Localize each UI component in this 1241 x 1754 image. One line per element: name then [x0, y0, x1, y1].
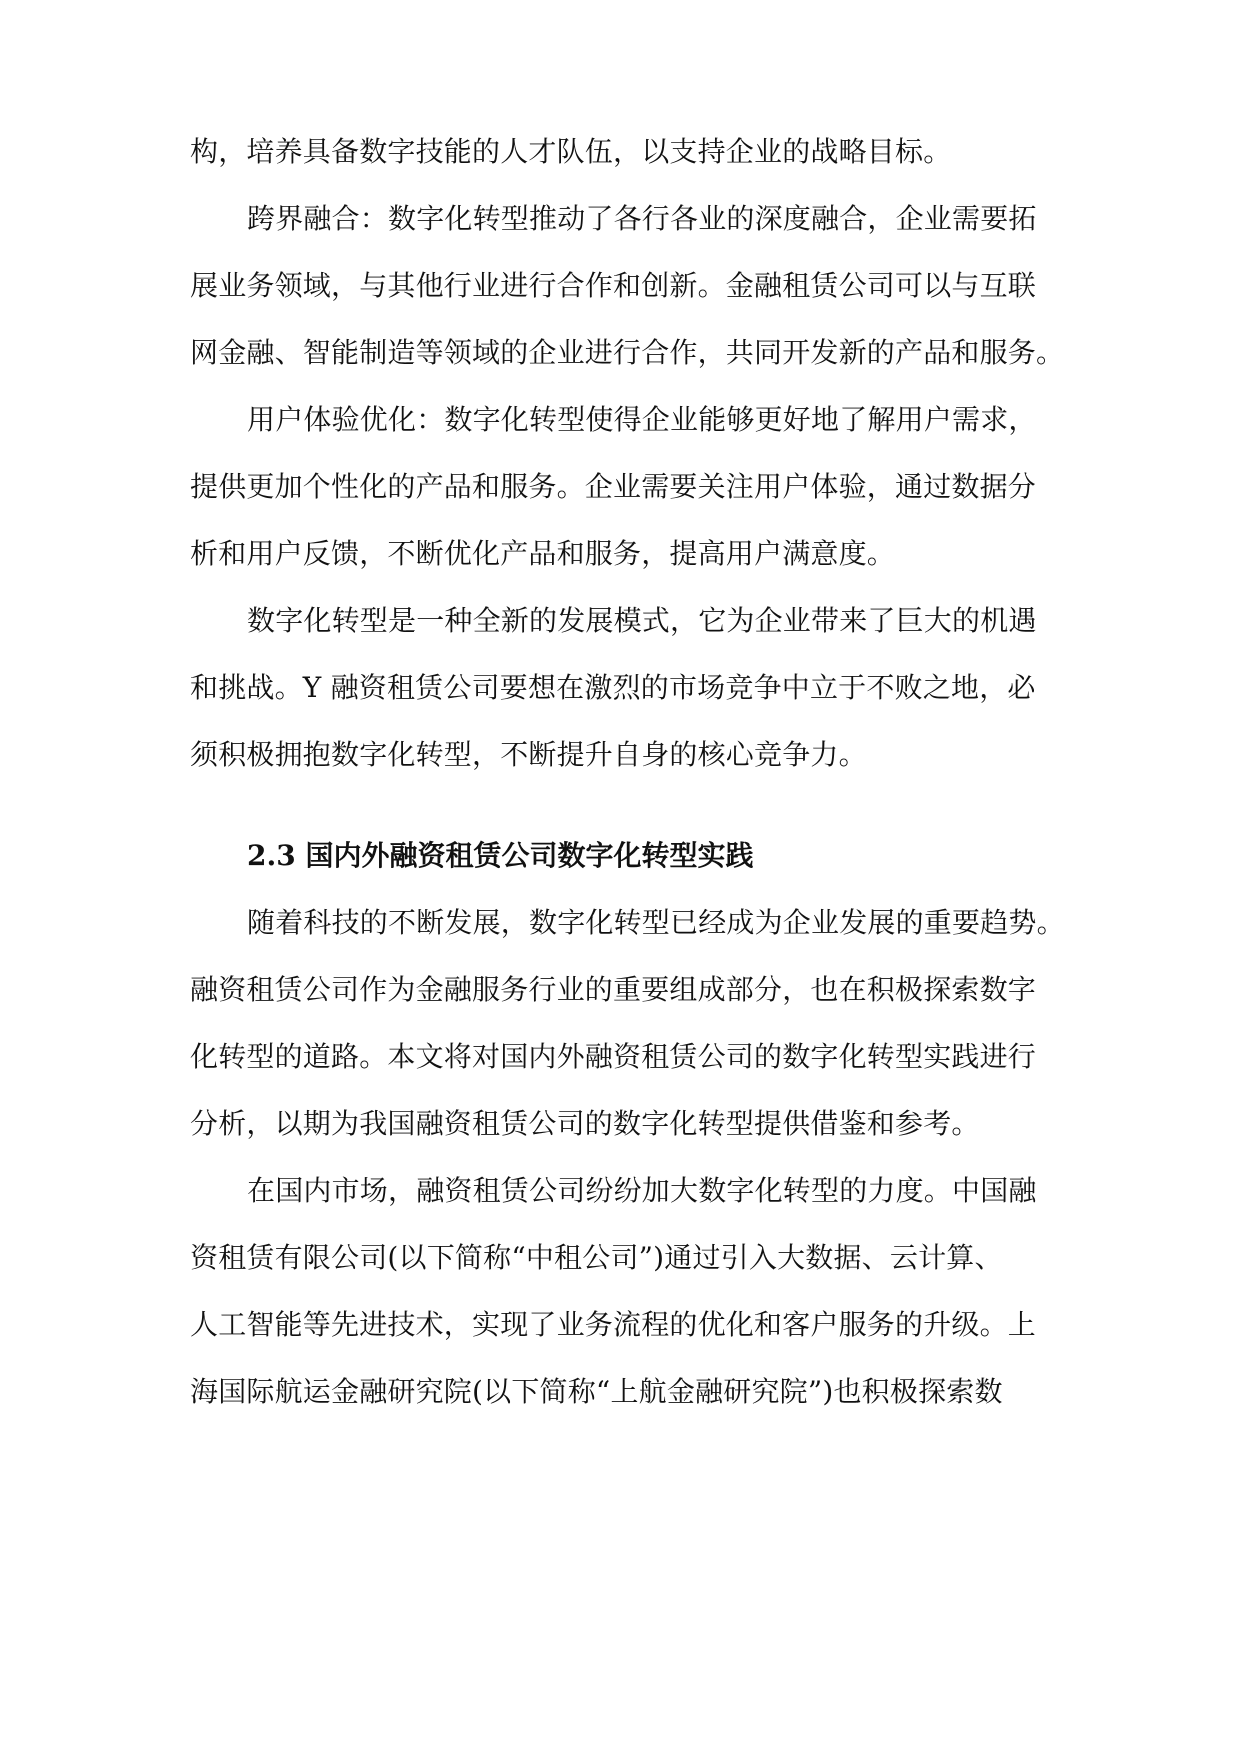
- paragraph-user-experience-start: 用户体验优化：数字化转型使得企业能够更好地了解用户需求，: [247, 403, 1037, 436]
- text-line: 提供更加个性化的产品和服务。企业需要关注用户体验，通过数据分: [190, 470, 1037, 503]
- text-line: 和挑战。Y 融资租赁公司要想在激烈的市场竞争中立于不败之地，必: [190, 671, 1036, 704]
- section-heading: 2.3 国内外融资租赁公司数字化转型实践: [247, 839, 754, 872]
- text-line: 展业务领域，与其他行业进行合作和创新。金融租赁公司可以与互联: [190, 269, 1037, 302]
- paragraph-intro-start: 随着科技的不断发展，数字化转型已经成为企业发展的重要趋势。: [247, 906, 1065, 939]
- text-line: 资租赁有限公司(以下简称“中租公司”)通过引入大数据、云计算、: [190, 1241, 1003, 1274]
- text-line: 构，培养具备数字技能的人才队伍，以支持企业的战略目标。: [190, 135, 952, 168]
- paragraph-domestic-start: 在国内市场，融资租赁公司纷纷加大数字化转型的力度。中国融: [247, 1174, 1037, 1207]
- text-line: 分析，以期为我国融资租赁公司的数字化转型提供借鉴和参考。: [190, 1107, 980, 1140]
- text-line: 融资租赁公司作为金融服务行业的重要组成部分，也在积极探索数字: [190, 973, 1037, 1006]
- text-line: 人工智能等先进技术，实现了业务流程的优化和客户服务的升级。上: [190, 1308, 1037, 1341]
- text-line: 析和用户反馈，不断优化产品和服务，提高用户满意度。: [190, 537, 896, 570]
- paragraph-conclusion-start: 数字化转型是一种全新的发展模式，它为企业带来了巨大的机遇: [247, 604, 1037, 637]
- paragraph-cross-industry-start: 跨界融合：数字化转型推动了各行各业的深度融合，企业需要拓: [247, 202, 1037, 235]
- text-line: 海国际航运金融研究院(以下简称“上航金融研究院”)也积极探索数: [190, 1375, 1003, 1408]
- text-line: 须积极拥抱数字化转型，不断提升自身的核心竞争力。: [190, 738, 867, 771]
- text-line: 化转型的道路。本文将对国内外融资租赁公司的数字化转型实践进行: [190, 1040, 1037, 1073]
- text-line: 网金融、智能制造等领域的企业进行合作，共同开发新的产品和服务。: [190, 336, 1065, 369]
